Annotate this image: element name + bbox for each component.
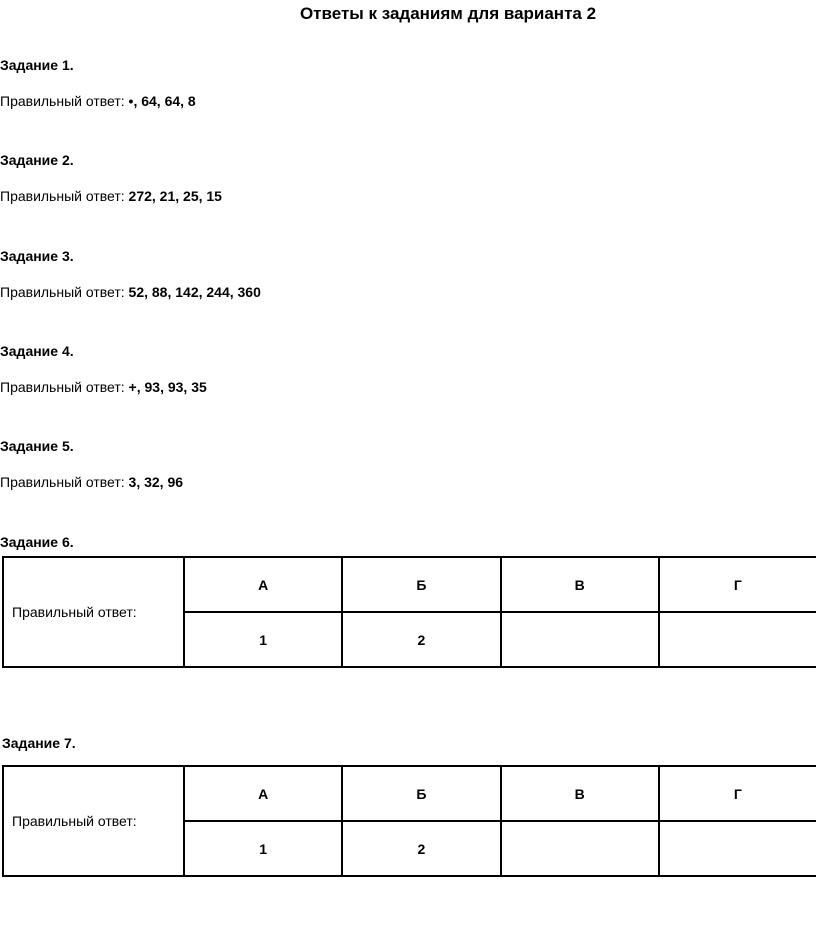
task-2-answer: [0, 188, 222, 204]
task-4-heading: Задание 4.: [0, 343, 74, 359]
column-letter-v: В: [501, 766, 659, 821]
column-letter-b: Б: [342, 557, 500, 612]
task-5-answer: [0, 474, 183, 490]
answer-cell-v: [501, 821, 659, 876]
task-7-answer-table: [2, 765, 816, 877]
task-4-answer: [0, 379, 207, 395]
answer-value: •, 64, 64, 8: [128, 93, 196, 109]
answer-cell-b: 2: [342, 821, 500, 876]
answer-value: 3, 32, 96: [128, 474, 184, 490]
task-6-heading: Задание 6.: [0, 534, 74, 550]
task-1-answer: [0, 93, 196, 109]
answer-cell-a: 1: [184, 821, 342, 876]
column-letter-a: А: [184, 766, 342, 821]
column-letter-g: Г: [659, 766, 816, 821]
column-letter-a: А: [184, 557, 342, 612]
answer-cell-a: 1: [184, 612, 342, 667]
task-1-heading: Задание 1.: [0, 57, 74, 73]
answer-label: Правильный ответ:: [3, 766, 184, 876]
answer-value: 52, 88, 142, 244, 360: [128, 284, 261, 300]
answer-value: 272, 21, 25, 15: [128, 188, 222, 204]
task-2-heading: Задание 2.: [0, 152, 74, 168]
answer-prefix: Правильный ответ:: [0, 474, 129, 490]
task-3-heading: Задание 3.: [0, 248, 74, 264]
answer-prefix: Правильный ответ:: [0, 93, 129, 109]
task-3-answer: [0, 284, 261, 300]
answer-label: Правильный ответ:: [3, 557, 184, 667]
task-7-heading: Задание 7.: [2, 735, 76, 751]
answer-prefix: Правильный ответ:: [0, 379, 129, 395]
answer-cell-g: [659, 612, 816, 667]
answer-cell-b: 2: [342, 612, 500, 667]
answer-prefix: Правильный ответ:: [0, 284, 129, 300]
answer-value: +, 93, 93, 35: [128, 379, 207, 395]
task-5-heading: Задание 5.: [0, 438, 74, 454]
column-letter-g: Г: [659, 557, 816, 612]
answer-prefix: Правильный ответ:: [0, 188, 129, 204]
answer-cell-v: [501, 612, 659, 667]
column-letter-b: Б: [342, 766, 500, 821]
task-6-answer-table: [2, 556, 816, 668]
answer-cell-g: [659, 821, 816, 876]
page-title: Ответы к заданиям для варианта 2: [299, 4, 597, 23]
column-letter-v: В: [501, 557, 659, 612]
